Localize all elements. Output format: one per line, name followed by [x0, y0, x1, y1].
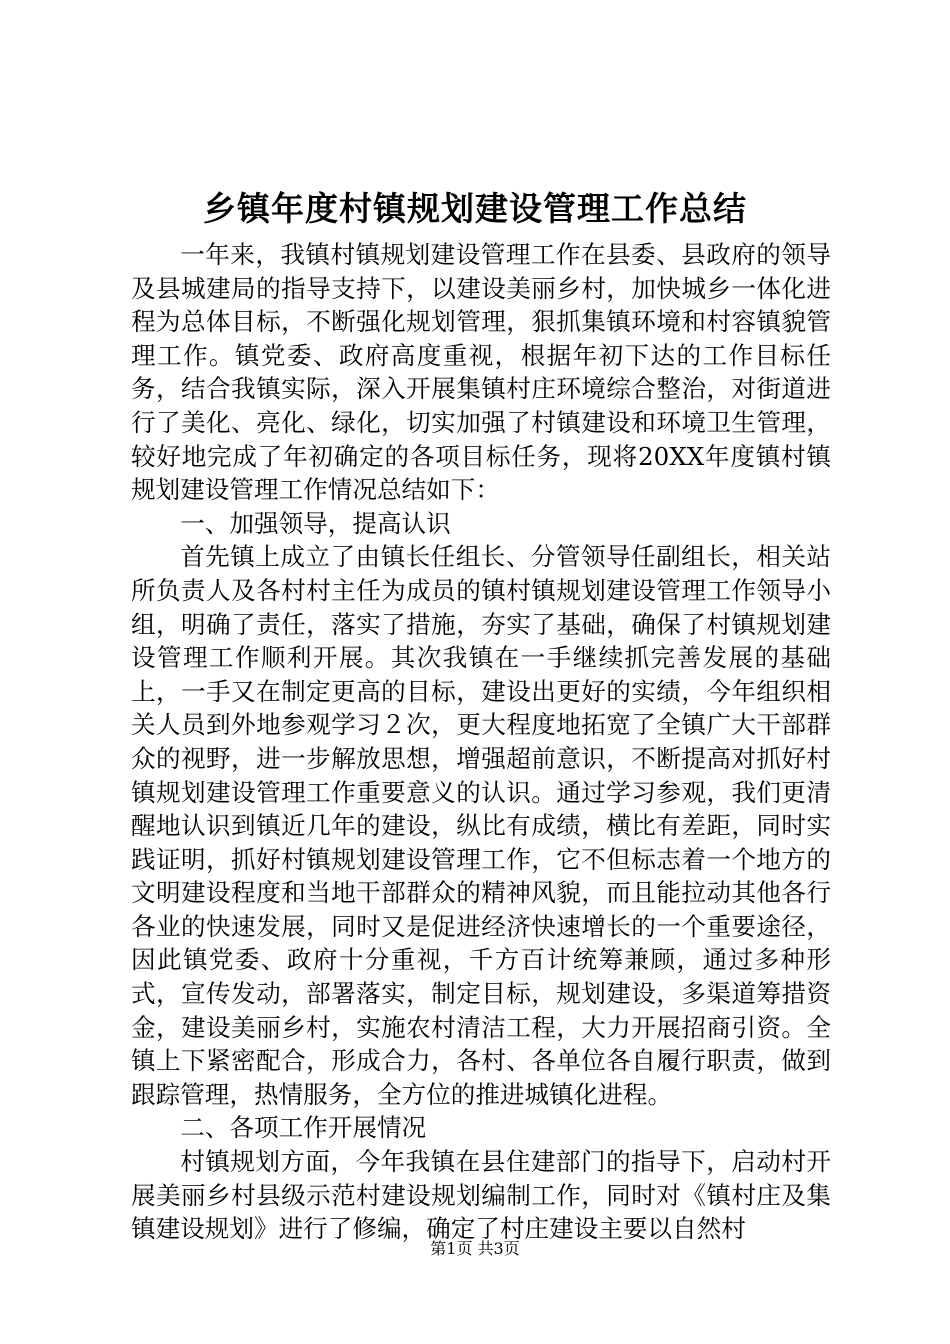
- document-title: 乡镇年度村镇规划建设管理工作总结: [203, 189, 747, 228]
- section-heading-1: 一、加强领导，提高认识: [180, 508, 451, 538]
- document-body: [131, 238, 831, 1246]
- section-1-paragraph: 首先镇上成立了由镇长任组长、分管领导任副组长，相关站所负责人及各村村主任为成员的镇村镇规划建设管理工作领导小组，明确了责任，落实了措施，夯实了基础，确保了村镇规划建设管理工作顺利开展。其次我镇在一手继续抓完善发展的基础上，一手又在制定更高的目标，建设出更好的实绩，今年组织相关人员到外地参观学习２次，更大程度地拓宽了全镇广大干部群众的视野，进一步解放思想，增强超前意识，不断提高对抓好村镇规划建设管理工作重要意义的认识。通过学习参观，我们更清醒地认识到镇近几年的建设，纵比有成绩，横比有差距，同时实践证明，抓好村镇规划建设管理工作，它不但标志着一个地方的文明建设程度和当地干部群众的精神风貌，而且能拉动其他各行各业的快速发展，同时又是促进经济快速增长的一个重要途径，因此镇党委、政府十分重视，千方百计统筹兼顾，通过多种形式，宣传发动，部署落实，制定目标，规划建设，多渠道筹措资金，建设美丽乡村，实施农村清洁工程，大力开展招商引资。全镇上下紧密配合，形成合力，各村、各单位各自履行职责，做到跟踪管理，热情服务，全方位的推进城镇化进程。: [131, 542, 831, 1109]
- page-number-footer: 第1页 共3页: [430, 1239, 520, 1258]
- section-2-paragraph: 村镇规划方面，今年我镇在县住建部门的指导下，启动村开展美丽乡村县级示范村建设规划编制工作，同时对《镇村庄及集镇建设规划》进行了修编，确定了村庄建设主要以自然村: [131, 1147, 831, 1244]
- intro-paragraph: 一年来，我镇村镇规划建设管理工作在县委、县政府的领导及县城建局的指导支持下，以建设美丽乡村，加快城乡一体化进程为总体目标，不断强化规划管理，狠抓集镇环境和村容镇貌管理工作。镇党委、政府高度重视，根据年初下达的工作目标任务，结合我镇实际，深入开展集镇村庄环境综合整治，对街道进行了美化、亮化、绿化，切实加强了村镇建设和环境卫生管理，较好地完成了年初确定的各项目标任务，现将20XX年度镇村镇规划建设管理工作情况总结如下：: [131, 240, 831, 505]
- section-heading-2: 二、各项工作开展情况: [180, 1113, 427, 1143]
